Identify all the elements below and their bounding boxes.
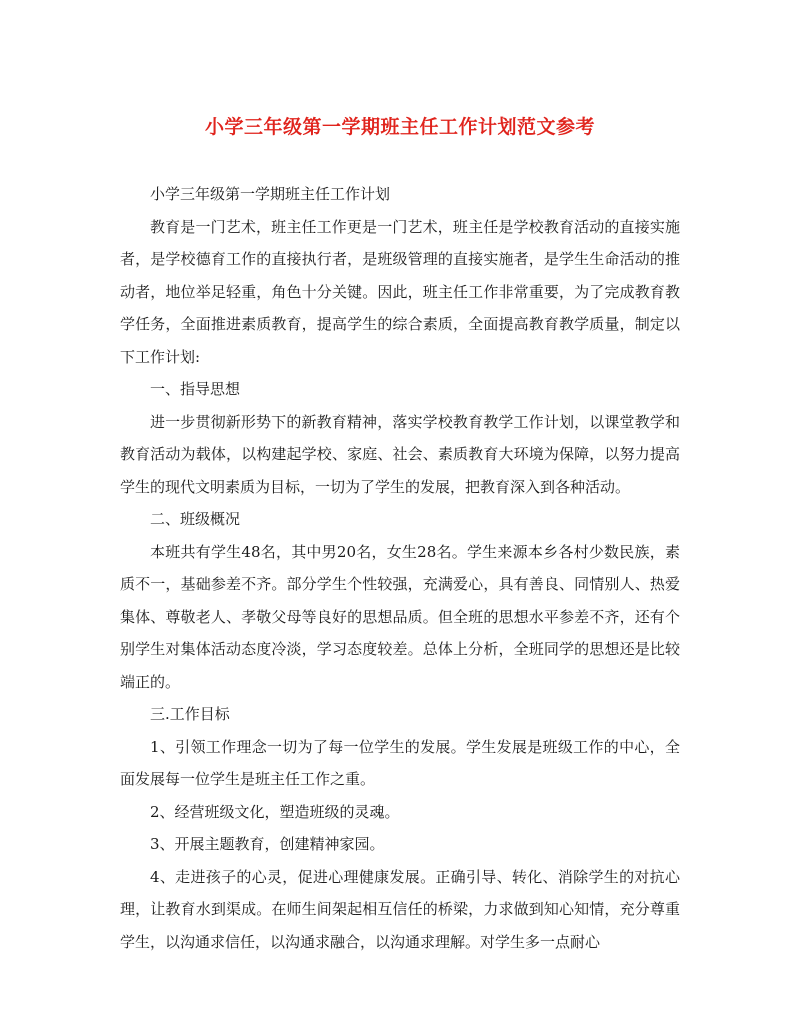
goal-item-3: 3、开展主题教育，创建精神家园。 (150, 835, 385, 853)
goal-item-4: 4、走进孩子的心灵，促进心理健康发展。正确引导、转化、消除学生的对抗心理，让教育水到渠成。在师生间架起相互信任的桥梁，力求做到知心知情，充分尊重学生，以沟通求信任，以沟通求融合，以沟通求理解。对学生多一点耐心 (120, 867, 680, 951)
document-title: 小学三年级第一学期班主任工作计划范文参考 (204, 116, 595, 138)
guiding-thought-paragraph: 进一步贯彻新形势下的新教育精神，落实学校教育教学工作计划，以课堂教学和教育活动为载体，以构建起学校、家庭、社会、素质教育大环境为保障，以努力提高学生的现代文明素质为目标，一切为了学生的发展，把教育深入到各种活动。 (120, 412, 680, 496)
class-overview-paragraph: 本班共有学生48名，其中男20名，女生28名。学生来源本乡各村少数民族，素质不一，基础参差不齐。部分学生个性较强，充满爱心，具有善良、同情别人、热爱集体、尊敬老人、孝敬父母等良好的思想品质。但全班的思想水平参差不齐，还有个别学生对集体活动态度冷淡，学习态度较差。总体上分析，全班同学的思想还是比较端正的。 (120, 542, 680, 691)
goal-item-2: 2、经营班级文化，塑造班级的灵魂。 (150, 802, 400, 821)
section-heading-class-overview: 二、班级概况 (150, 510, 241, 528)
plan-subtitle: 小学三年级第一学期班主任工作计划 (150, 185, 391, 203)
section-heading-work-goals: 三.工作目标 (150, 705, 230, 723)
section-heading-guiding-thought: 一、指导思想 (150, 380, 241, 398)
intro-paragraph: 教育是一门艺术，班主任工作更是一门艺术，班主任是学校教育活动的直接实施者，是学校德育工作的直接执行者，是班级管理的直接实施者，是学生生命活动的推动者，地位举足轻重，角色十分关键。因此，班主任工作非常重要，为了完成教育教学任务，全面推进素质教育，提高学生的综合素质，全面提高教育教学质量，制定以下工作计划: (120, 217, 680, 366)
document-body (120, 178, 680, 958)
goal-item-1: 1、引领工作理念一切为了每一位学生的发展。学生发展是班级工作的中心，全面发展每一位学生是班主任工作之重。 (120, 737, 680, 788)
